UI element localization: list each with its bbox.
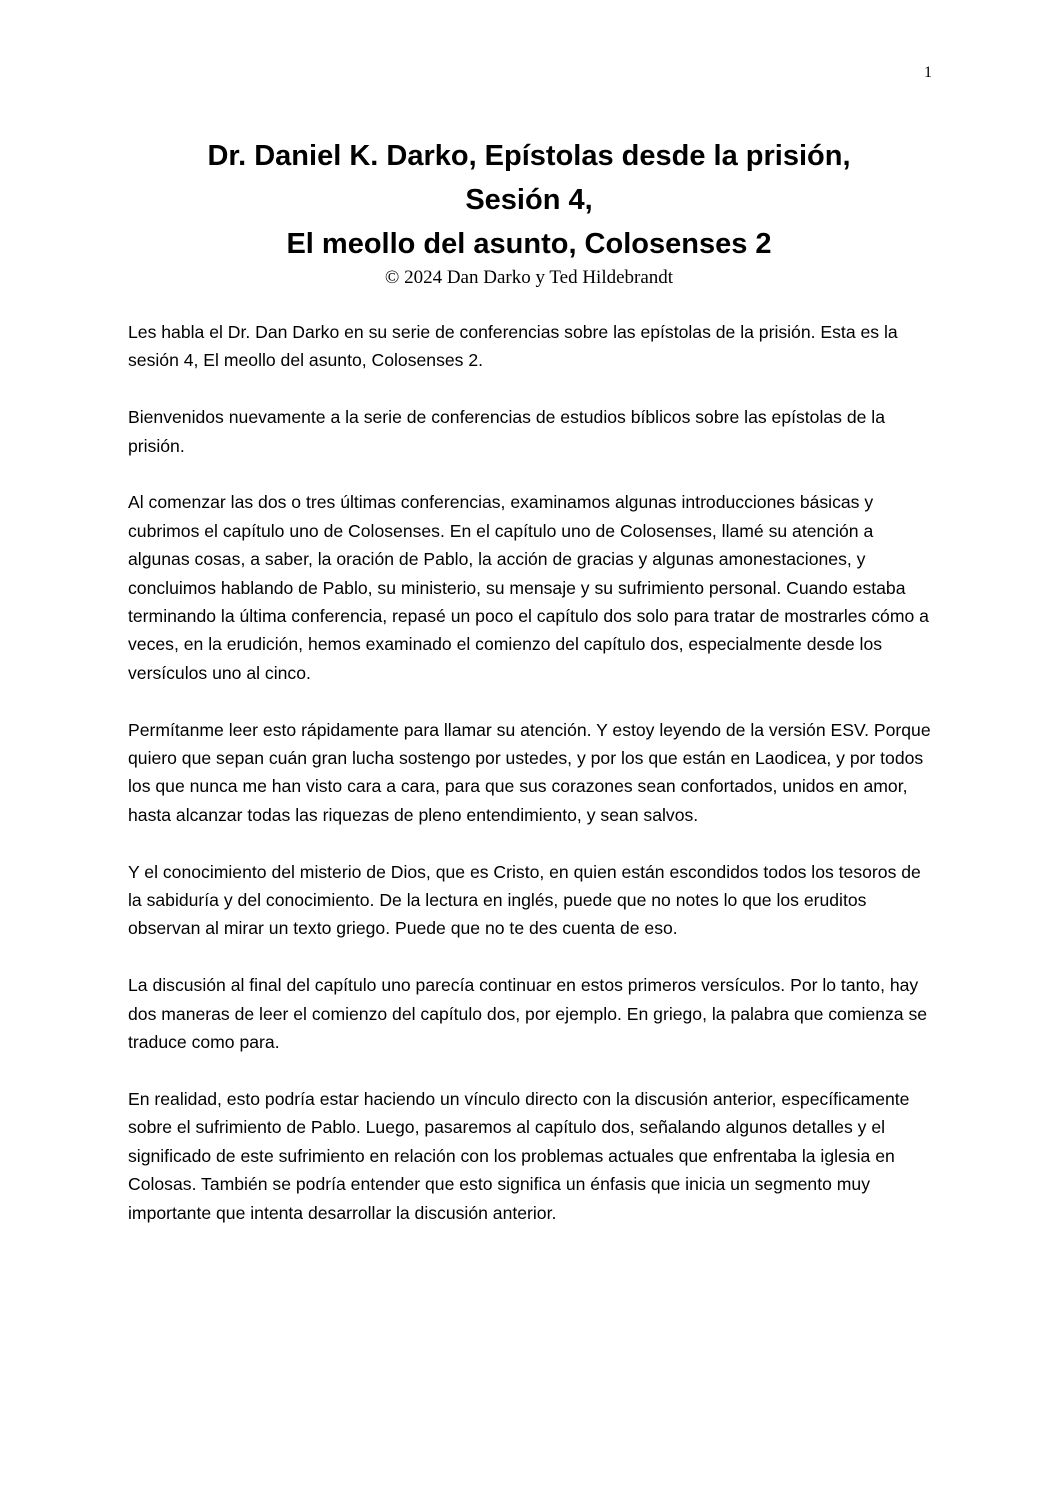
paragraph: Les habla el Dr. Dan Darko en su serie de conferencias sobre las epístolas de la prisión. Esta es la sesión 4, El meollo del asunto, Colosenses 2. bbox=[128, 322, 898, 371]
copyright-notice: © 2024 Dan Darko y Ted Hildebrandt bbox=[384, 267, 674, 288]
paragraph: En realidad, esto podría estar haciendo un vínculo directo con la discusión anterior, específicamente sobre el sufrimiento de Pablo. Luego, pasaremos al capítulo dos, señalando algunos detalles y el significado de este sufrimiento en relación con los problemas actuales que enfrentaba la iglesia en Colosas. También se podría entender que esto significa un énfasis que inicia un segmento muy importante que intenta desarrollar la discusión anterior. bbox=[128, 1088, 910, 1223]
paragraph: La discusión al final del capítulo uno parecía continuar en estos primeros versículos. Por lo tanto, hay dos maneras de leer el comienzo del capítulo dos, por ejemplo. En griego, la palabra que comienza se traduce como para. bbox=[128, 975, 928, 1053]
paragraph: Y el conocimiento del misterio de Dios, que es Cristo, en quien están escondidos todos los tesoros de la sabiduría y del conocimiento. De la lectura en inglés, puede que no notes lo que los eruditos observan al mirar un texto griego. Puede que no te des cuenta de eso. bbox=[128, 861, 921, 939]
paragraph: Bienvenidos nuevamente a la serie de conferencias de estudios bíblicos sobre las epístolas de la prisión. bbox=[128, 407, 885, 456]
page-number: 1 bbox=[924, 64, 932, 81]
title-line-2: Sesión 4, bbox=[465, 184, 593, 216]
document-body bbox=[128, 318, 938, 1255]
paragraph: Al comenzar las dos o tres últimas conferencias, examinamos algunas introducciones básicas y cubrimos el capítulo uno de Colosenses. En el capítulo uno de Colosenses, llamé su atención a algunas cosas, a saber, la oración de Pablo, la acción de gracias y algunas amonestaciones, y concluimos hablando de Pablo, su ministerio, su mensaje y su sufrimiento personal. Cuando estaba terminando la última conferencia, repasé un poco el capítulo dos solo para tratar de mostrarles cómo a veces, en la erudición, hemos examinado el comienzo del capítulo dos, especialmente desde los versículos uno al cinco. bbox=[128, 492, 929, 683]
title-line-3: El meollo del asunto, Colosenses 2 bbox=[286, 228, 772, 260]
paragraph: Permítanme leer esto rápidamente para llamar su atención. Y estoy leyendo de la versión ESV. Porque quiero que sepan cuán gran lucha sostengo por ustedes, y por los que están en Laodicea, y por todos los que nunca me han visto cara a cara, para que sus corazones sean confortados, unidos en amor, hasta alcanzar todas las riquezas de pleno entendimiento, y sean salvos. bbox=[128, 719, 931, 825]
title-line-1: Dr. Daniel K. Darko, Epístolas desde la prisión, bbox=[207, 140, 851, 172]
document-title bbox=[0, 134, 1058, 266]
